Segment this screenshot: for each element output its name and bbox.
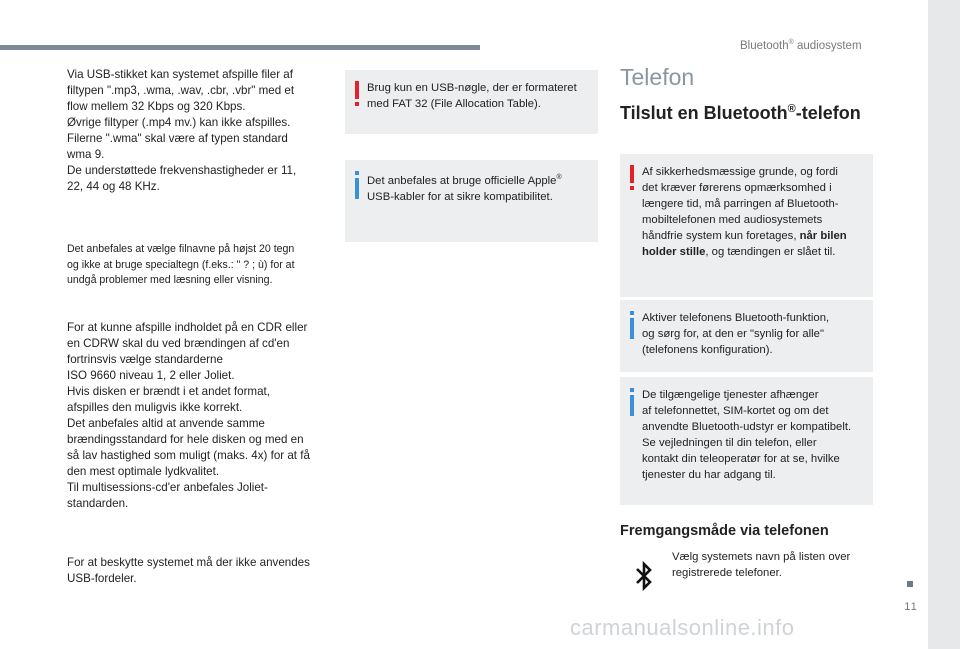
watermark: carmanualsonline.info [570, 615, 795, 640]
page-marker [907, 581, 913, 587]
header-bar [0, 45, 480, 50]
cd-burning-paragraph: For at kunne afspille indholdet på en CDR eller en CDRW skal du ved brændingen af cd'en fortrinsvis vælge standarderne ISO 9660 niveau 1, 2 eller Joliet. Hvis disken er brændt i et andet format, afspilles den muligvis ikke korrekt. Det anbefales altid at anvende samme brændingsstandard for hele disken og med en så lav hastighed som muligt (maks. 4x) for at få den mest optimale lydkvalitet. Til multisessions-cd'er anbefales Joliet- standarden. [67, 321, 310, 510]
usb-warning-box [345, 70, 598, 134]
bluetooth-activate-info-box [620, 300, 873, 372]
apple-info-box [345, 160, 598, 242]
page-number: 11 [904, 601, 918, 613]
procedure-subheading: Fremgangsmåde via telefonen [620, 523, 829, 539]
filename-advice-paragraph: Det anbefales at vælge filnavne på højst 20 tegn og ikke at bruge specialtegn (f.eks.: " ? ; ù) for at undgå problemer med læsning eller visning. [67, 243, 295, 286]
bluetooth-icon [633, 560, 655, 592]
info-icon [626, 387, 638, 417]
apple-info-text: Det anbefales at bruge officielle Apple® USB-kabler for at sikre kompatibilitet. [367, 174, 562, 203]
side-strip [928, 0, 960, 649]
step-text: Vælg systemets navn på listen over registrerede telefoner. [672, 551, 851, 579]
bluetooth-activate-text: Aktiver telefonens Bluetooth-funktion, og sørg for, at den er "synlig for alle" (telefonens konfiguration). [642, 312, 830, 356]
safety-warning-box [620, 154, 873, 297]
warning-icon [626, 164, 638, 192]
info-icon [351, 170, 363, 200]
usb-hub-paragraph: For at beskytte systemet må der ikke anvendes USB-fordeler. [67, 556, 310, 585]
usb-file-types-paragraph: Via USB-stikket kan systemet afspille filer af filtypen ".mp3, .wma, .wav, .cbr, .vbr" med et flow mellem 32 Kbps og 320 Kbps. Øvrige filtyper (.mp4 mv.) kan ikke afspilles. Filerne ".wma" skal være af typen standard wma 9. De understøttede frekvenshastigheder er 11, 22, 44 og 48 KHz. [67, 68, 297, 193]
page-header-title: Bluetooth® audiosystem [740, 39, 862, 52]
warning-icon [351, 80, 363, 108]
services-info-box [620, 377, 873, 505]
safety-warning-text: Af sikkerhedsmæssige grunde, og fordi det kræver førerens opmærksomhed i længere tid, må parringen af Bluetooth- mobiltelefonen med audiosystemets håndfrie system kun foretages, når bilen holder stille, og tændingen er slået til. [642, 166, 847, 258]
section-title: Telefon [620, 64, 695, 90]
info-icon [626, 310, 638, 340]
services-info-text: De tilgængelige tjenester afhænger af telefonnettet, SIM-kortet og om det anvendte Bluetooth-udstyr er kompatibelt. Se vejledningen til din telefon, eller kontakt din teleoperatør for at se, hvilke tjenester du har adgang til. [642, 389, 852, 481]
connect-heading: Tilslut en Bluetooth®-telefon [620, 103, 861, 123]
usb-warning-text: Brug kun en USB-nøgle, der er formateret med FAT 32 (File Allocation Table). [367, 82, 577, 110]
